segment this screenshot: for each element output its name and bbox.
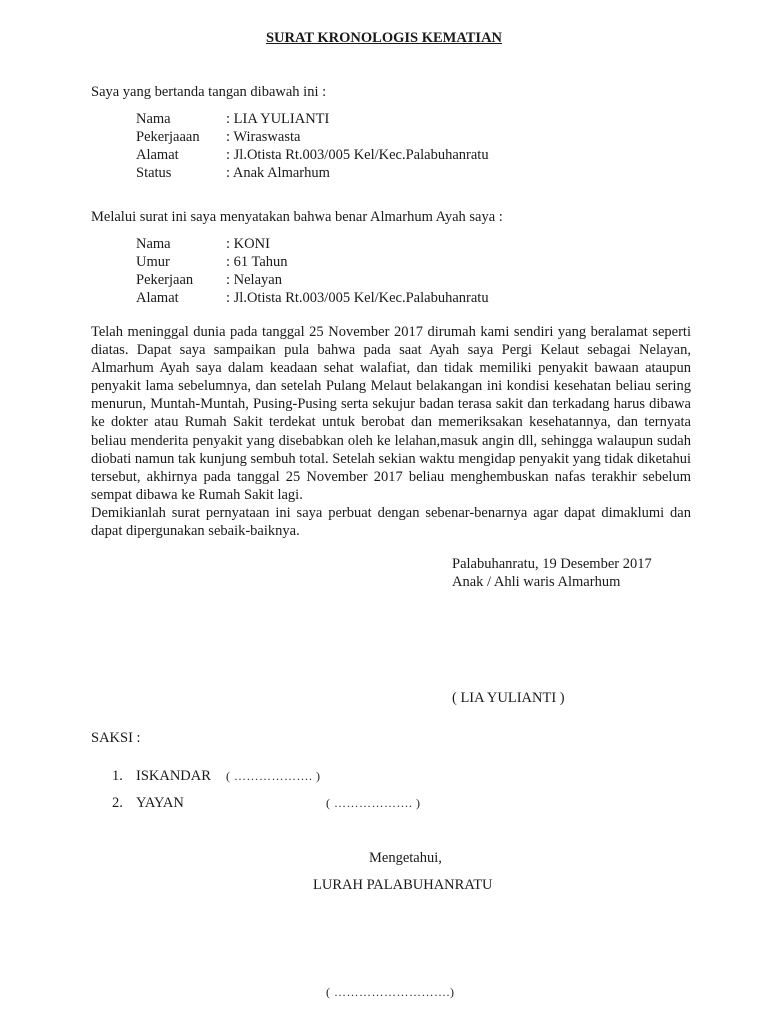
- field-value: : Jl.Otista Rt.003/005 Kel/Kec.Palabuhanratu: [226, 147, 489, 163]
- witness-number: 1.: [112, 768, 123, 784]
- field-label: Alamat: [136, 290, 179, 306]
- official-title: LURAH PALABUHANRATU: [313, 877, 493, 893]
- witness-name: ISKANDAR: [136, 768, 211, 784]
- body-text: [91, 323, 691, 540]
- document-title: SURAT KRONOLOGIS KEMATIAN: [265, 30, 503, 46]
- statement-text: Melalui surat ini saya menyatakan bahwa benar Almarhum Ayah saya :: [91, 209, 503, 225]
- intro-text: Saya yang bertanda tangan dibawah ini :: [91, 84, 327, 100]
- witness-signature-line: ( ………………. ): [226, 769, 321, 783]
- field-value: : LIA YULIANTI: [226, 111, 330, 127]
- field-label: Nama: [136, 111, 171, 127]
- field-label: Pekerjaaan: [136, 129, 200, 145]
- official-signature-line: ( ……………………….): [326, 985, 455, 999]
- field-value: : Nelayan: [226, 272, 282, 288]
- field-value: : Anak Almarhum: [226, 165, 330, 181]
- witness-number: 2.: [112, 795, 123, 811]
- acknowledge-text: Mengetahui,: [369, 850, 442, 866]
- field-value: : Jl.Otista Rt.003/005 Kel/Kec.Palabuhanratu: [226, 290, 489, 306]
- chronology-paragraph: Telah meninggal dunia pada tanggal 25 November 2017 dirumah kami sendiri yang beralamat seperti diatas. Dapat saya sampaikan pula bahwa pada saat Ayah saya Pergi Kelaut sebagai Nelayan, Almarhum Ayah saya dalam keadaan sehat walafiat, dan tidak memiliki penyakit bawaan ataupun penyakit lama sebelumnya, dan setelah Pulang Melaut belakangan ini kondisi kesehatan beliau sering menurun, Muntah-Muntah, Pusing-Pusing serta sekujur badan terasa sakit dan terkadang harus dibawa ke dokter atau Rumah Sakit terdekat untuk berobat dan memeriksakan kesehatannya, dan ternyata beliau menderita penyakit yang disebabkan oleh ke lelahan,masuk angin dll, sehingga walaupun sudah diobati namun tak kunjung sembuh total. Setelah sekian waktu mengidap penyakit yang tidak diketahui tersebut, akhirnya pada tanggal 25 November 2017 beliau menghembuskan nafas terakhir sebelum sempat dibawa ke Rumah Sakit lagi.: [91, 324, 692, 503]
- closing-paragraph: Demikianlah surat pernyataan ini saya perbuat dengan sebenar-benarnya agar dapat dimaklumi dan dapat dipergunakan sebaik-baiknya.: [91, 504, 691, 540]
- field-value: : Wiraswasta: [226, 129, 301, 145]
- place-date: Palabuhanratu, 19 Desember 2017: [452, 556, 652, 572]
- field-label: Alamat: [136, 147, 179, 163]
- signer-role: Anak / Ahli waris Almarhum: [452, 574, 621, 590]
- field-value: : 61 Tahun: [226, 254, 288, 270]
- field-label: Umur: [136, 254, 170, 270]
- field-value: : KONI: [226, 236, 270, 252]
- signer-name: ( LIA YULIANTI ): [452, 690, 565, 706]
- field-label: Nama: [136, 236, 171, 252]
- field-label: Status: [136, 165, 172, 181]
- witness-name: YAYAN: [136, 795, 184, 811]
- witness-signature-line: ( ………………. ): [326, 796, 421, 810]
- witness-heading: SAKSI :: [91, 730, 141, 746]
- field-label: Pekerjaan: [136, 272, 194, 288]
